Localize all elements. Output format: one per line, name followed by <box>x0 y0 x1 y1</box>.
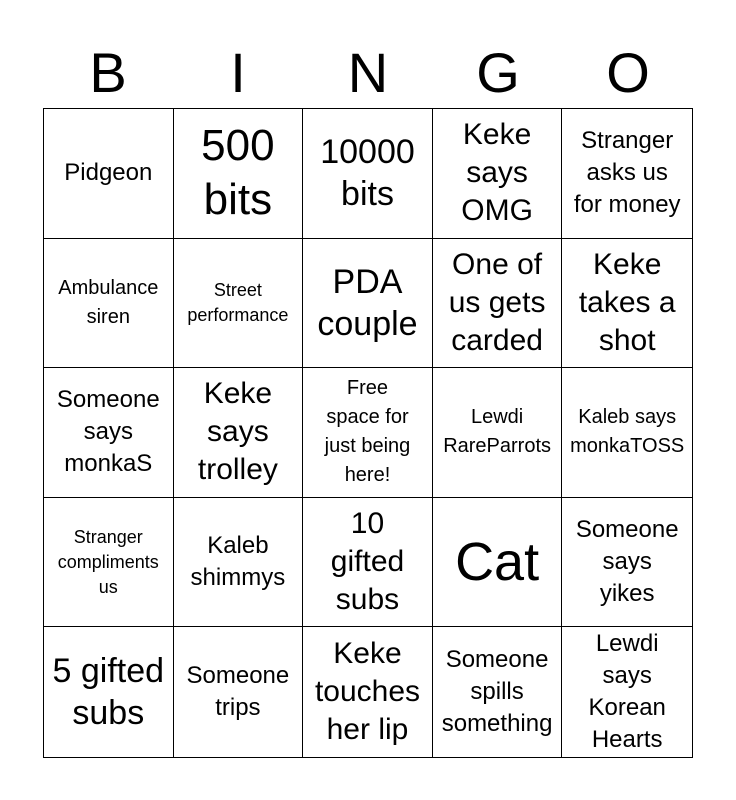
bingo-cell-text: Stranger compliments us <box>57 526 159 597</box>
bingo-cell[interactable] <box>562 368 692 498</box>
bingo-cell-text: Someone spills something <box>441 646 553 738</box>
bingo-cell-text: Keke touches her lip <box>314 637 421 747</box>
header-letter-g: G <box>476 41 520 104</box>
bingo-cell-text: Stranger asks us for money <box>573 127 681 219</box>
bingo-cell[interactable] <box>174 239 304 369</box>
bingo-cell[interactable] <box>562 239 692 369</box>
bingo-header <box>43 40 693 106</box>
bingo-cell-text: Someone says monkaS <box>56 386 160 478</box>
bingo-cell[interactable] <box>562 498 692 628</box>
header-letter-i: I <box>230 41 246 104</box>
bingo-cell-text: Ambulance siren <box>58 276 159 328</box>
bingo-cell[interactable] <box>562 627 692 757</box>
bingo-cell-text: Street performance <box>187 279 289 325</box>
bingo-cell-text: 5 gifted subs <box>52 652 165 733</box>
bingo-cell[interactable] <box>44 368 174 498</box>
bingo-cell-text: Kaleb says monkaTOSS <box>570 406 685 458</box>
bingo-cell-text: Keke takes a shot <box>578 247 676 357</box>
bingo-cell[interactable] <box>303 627 433 757</box>
bingo-cell-text: Free space for just being here! <box>324 377 411 487</box>
bingo-cell[interactable] <box>44 239 174 369</box>
bingo-cell-text: Lewdi RareParrots <box>443 406 551 458</box>
bingo-cell-text: Cat <box>455 532 540 593</box>
bingo-cell[interactable] <box>174 627 304 757</box>
bingo-cell-text: 10000 bits <box>320 133 415 214</box>
bingo-cell[interactable] <box>562 109 692 239</box>
bingo-cell-text: Someone says yikes <box>575 516 679 608</box>
bingo-cell-text: 500 bits <box>201 121 275 225</box>
header-letter-n: N <box>347 41 389 104</box>
bingo-cell[interactable] <box>433 498 563 628</box>
bingo-cell-text: Someone trips <box>186 662 290 722</box>
bingo-cell[interactable] <box>44 627 174 757</box>
bingo-cell[interactable] <box>44 109 174 239</box>
bingo-cell[interactable] <box>174 109 304 239</box>
bingo-cell-text: Keke says OMG <box>461 118 533 228</box>
bingo-cell[interactable] <box>433 627 563 757</box>
bingo-cell-text: PDA couple <box>317 262 418 343</box>
bingo-cell[interactable] <box>44 498 174 628</box>
free-space-cell[interactable] <box>303 368 433 498</box>
bingo-cell-text: Lewdi says Korean Hearts <box>588 630 666 754</box>
bingo-cell[interactable] <box>433 109 563 239</box>
bingo-cell-text: Pidgeon <box>64 159 153 187</box>
bingo-cell-text: One of us gets carded <box>448 247 546 357</box>
bingo-cell[interactable] <box>303 498 433 628</box>
bingo-cell[interactable] <box>433 368 563 498</box>
bingo-cell[interactable] <box>303 109 433 239</box>
bingo-cell[interactable] <box>303 239 433 369</box>
bingo-cell[interactable] <box>174 498 304 628</box>
header-letter-b: B <box>89 41 127 104</box>
bingo-cell-text: Keke says trolley <box>197 377 278 487</box>
bingo-cell[interactable] <box>174 368 304 498</box>
bingo-cell-text: 10 gifted subs <box>330 507 405 617</box>
bingo-board <box>43 108 693 758</box>
bingo-cell-text: Kaleb shimmys <box>190 532 286 592</box>
header-letter-o: O <box>606 41 650 104</box>
bingo-cell[interactable] <box>433 239 563 369</box>
